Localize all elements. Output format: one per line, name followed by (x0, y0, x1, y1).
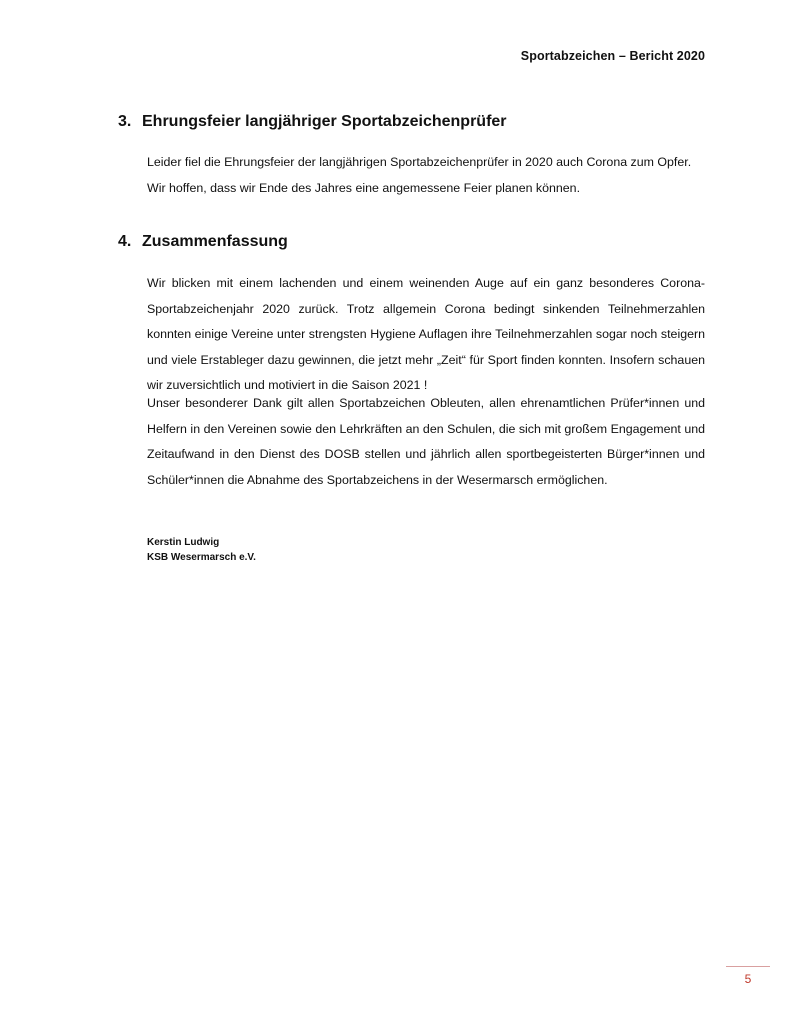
section-3-heading (118, 113, 507, 131)
section-4-paragraph-1: Wir blicken mit einem lachenden und einem weinenden Auge auf ein ganz besonderes Corona-Sportabzeichenjahr 2020 zurück. Trotz allgemein Corona bedingt sinkenden Teilnehmerzahlen konnten einige Vereine unter strengsten Hygiene Auflagen ihre Teilnehmerzahlen sogar noch steigern und viele Erstableger dazu gewinnen, die jetzt mehr „Zeit“ für Sport finden konnten. Insofern schauen wir zuversichtlich und motiviert in die Saison 2021 ! (147, 276, 705, 392)
section-3-paragraph: Leider fiel die Ehrungsfeier der langjährigen Sportabzeichenprüfer in 2020 auch Corona zum Opfer. Wir hoffen, dass wir Ende des Jahres eine angemessene Feier planen können. (147, 155, 692, 195)
footer-rule (726, 966, 770, 967)
section-3-title: Ehrungsfeier langjähriger Sportabzeichenprüfer (142, 113, 507, 130)
section-4-heading (118, 233, 288, 251)
signature-block (147, 535, 256, 565)
section-4-number: 4. (118, 233, 132, 250)
section-4-title: Zusammenfassung (142, 233, 288, 250)
page-number: 5 (744, 972, 752, 986)
signature-name: Kerstin Ludwig (147, 537, 220, 548)
section-3-number: 3. (118, 113, 132, 130)
signature-organization: KSB Wesermarsch e.V. (147, 552, 256, 563)
document-header: Sportabzeichen – Bericht 2020 (520, 49, 705, 63)
section-4-paragraph-2: Unser besonderer Dank gilt allen Sportabzeichen Obleuten, allen ehrenamtlichen Prüfer*innen und Helfern in den Vereinen sowie den Lehrkräften an den Schulen, die sich mit großem Engagement und Zeitaufwand in den Dienst des DOSB stellen und jährlich allen sportbegeisterten Bürger*innen und Schüler*innen die Abnahme des Sportabzeichens in der Wesermarsch ermöglichen. (147, 396, 705, 487)
